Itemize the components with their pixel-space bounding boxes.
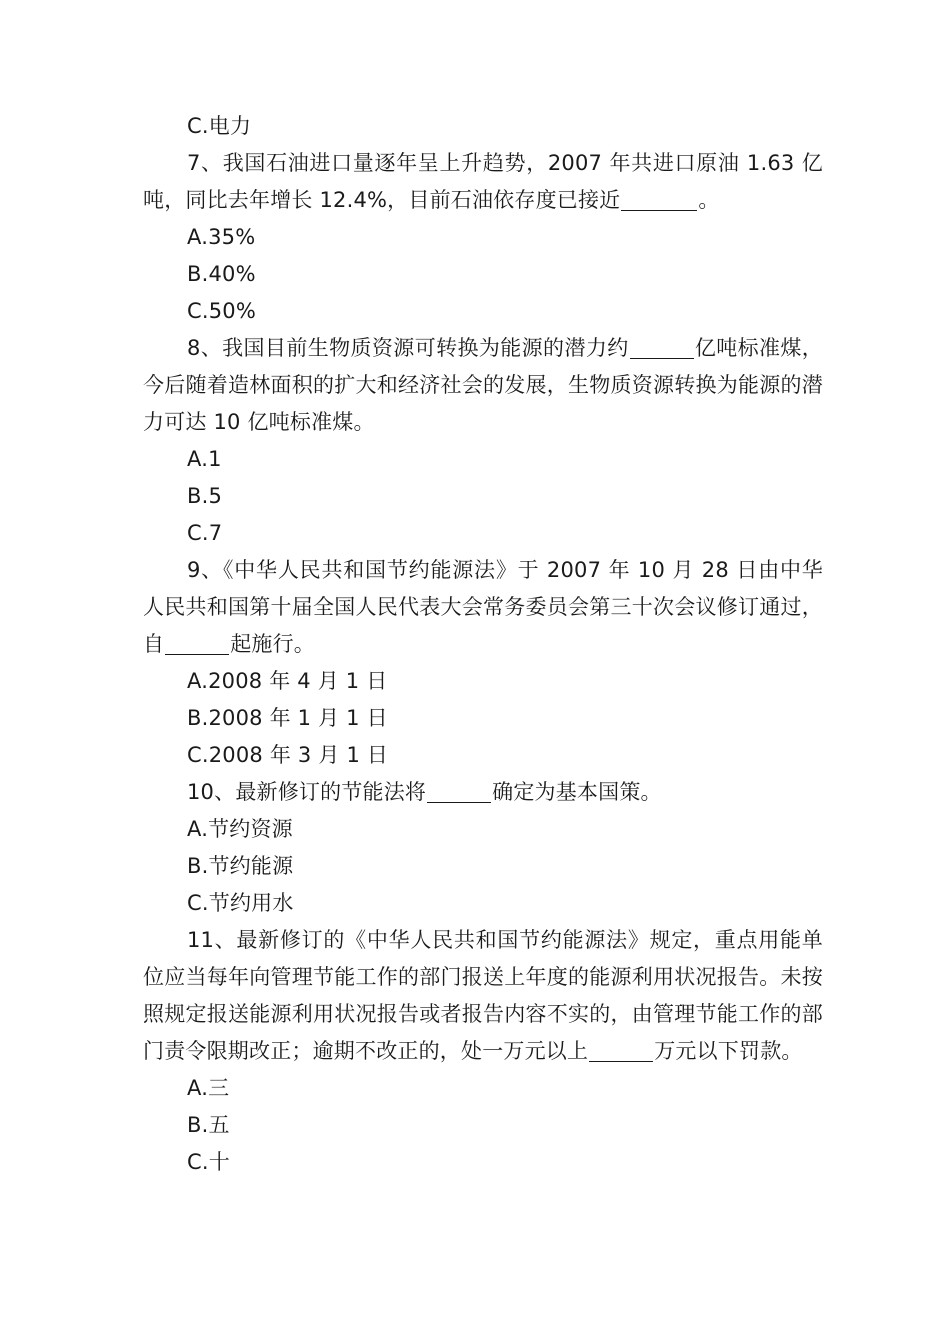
question-list (143, 108, 823, 1181)
q10-option-b: B.节约能源 (187, 854, 294, 878)
q8-stem-end: 亿吨标准煤，今后随着造林面积的扩大和经济社会的发展，生物质资源转换为能源的潜力可达 10 亿吨标准煤。 (143, 336, 824, 434)
q8-option-b: B.5 (187, 484, 223, 508)
q11-option-a: A.三 (187, 1076, 230, 1100)
q7-option-a: A.35% (187, 225, 256, 249)
answer-blank (621, 189, 697, 211)
q8-stem-text: 8、我国目前生物质资源可转换为能源的潜力约 (187, 336, 629, 360)
q9-option-c: C.2008 年 3 月 1 日 (187, 743, 389, 767)
q8-option-a: A.1 (187, 447, 222, 471)
q11-stem-end: 万元以下罚款。 (654, 1039, 803, 1063)
q9-stem-text: 9、《中华人民共和国节约能源法》于 2007 年 10 月 28 日由中华人民共和国第十届全国人民代表大会常务委员会第三十次会议修订通过，自 (143, 558, 823, 656)
answer-blank (589, 1040, 653, 1062)
q7-stem-end: 。 (698, 188, 720, 212)
answer-blank (427, 781, 491, 803)
q10-stem-end: 确定为基本国策。 (492, 780, 662, 804)
q10-option-a: A.节约资源 (187, 817, 293, 841)
q11-option-c: C.十 (187, 1150, 230, 1174)
q11-option-b: B.五 (187, 1113, 230, 1137)
q10-stem (143, 774, 823, 811)
q8-option-c: C.7 (187, 521, 223, 545)
q7-stem (143, 145, 823, 219)
q9-stem (143, 552, 823, 663)
q11-stem-text: 11、最新修订的《中华人民共和国节约能源法》规定，重点用能单位应当每年向管理节能工作的部门报送上年度的能源利用状况报告。未按照规定报送能源利用状况报告或者报告内容不实的，由管理节能工作的部门责令限期改正；逾期不改正的，处一万元以上 (143, 928, 823, 1063)
answer-blank (630, 337, 694, 359)
q8-stem (143, 330, 823, 441)
q7-option-c: C.50% (187, 299, 257, 323)
q9-stem-end: 起施行。 (230, 632, 316, 656)
q9-option-b: B.2008 年 1 月 1 日 (187, 706, 388, 730)
q9-option-a: A.2008 年 4 月 1 日 (187, 669, 388, 693)
q10-option-c: C.节约用水 (187, 891, 294, 915)
answer-blank (165, 633, 229, 655)
q7-option-b: B.40% (187, 262, 256, 286)
q6-option-c: C.电力 (187, 114, 252, 138)
q11-stem (143, 922, 823, 1070)
q10-stem-text: 10、最新修订的节能法将 (187, 780, 427, 804)
q7-stem-text: 7、我国石油进口量逐年呈上升趋势，2007 年共进口原油 1.63 亿吨，同比去年增长 12.4%，目前石油依存度已接近 (143, 151, 823, 212)
